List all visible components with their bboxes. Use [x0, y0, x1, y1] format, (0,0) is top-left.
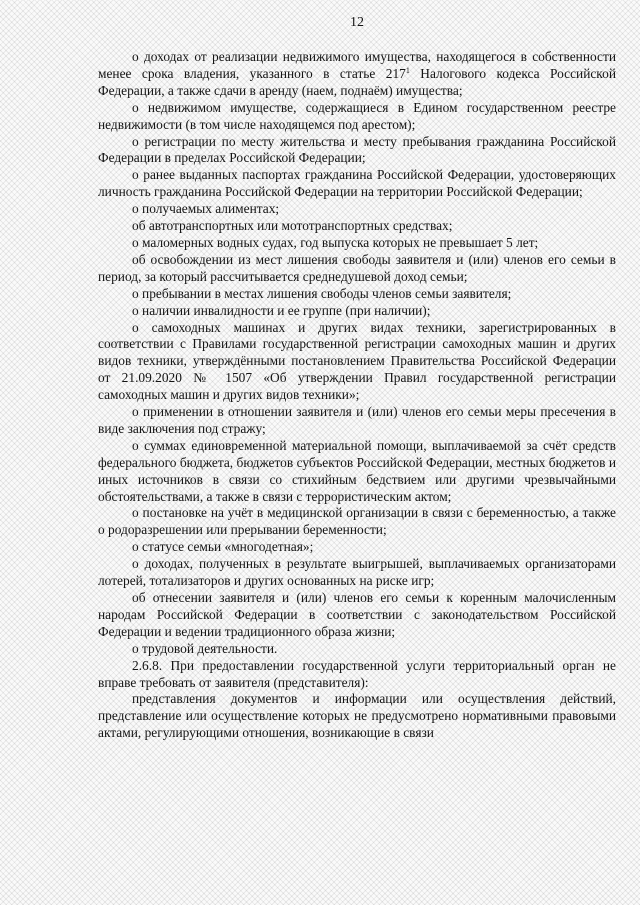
paragraph-large-family-status: о статусе семьи «многодетная»;	[132, 539, 314, 555]
page-number: 12	[350, 15, 364, 30]
paragraph-document-requirements: представления документов и информации или осуществления действий, представление или осуществление которых не предусмотрено нормативными правовыми актами, регулирующими отношения, возникающие в связи	[98, 691, 616, 741]
paragraph-release-from-prison: об освобождении из мест лишения свободы заявителя и (или) членов его семьи в период, за который рассчитывается среднедушевой доход семьи;	[98, 251, 616, 284]
paragraph-indigenous-peoples: об отнесении заявителя и (или) членов его семьи к коренным малочисленным народам Российской Федерации в соответствии с законодательством Российской Федерации и ведении традиционного образа жизни;	[98, 590, 616, 639]
paragraph-pregnancy-registration: о постановке на учёт в медицинской организации в связи с беременностью, а также о родоразрешении или прерывании беременности;	[98, 505, 616, 538]
paragraph-lottery-winnings: о доходах, полученных в результате выигрышей, выплачиваемых организаторами лотерей, тотализаторов и других основанных на риске игр;	[98, 556, 616, 589]
paragraph-real-estate-registry: о недвижимом имуществе, содержащиеся в Едином государственном реестре недвижимости (в том числе находящемся под арестом);	[98, 99, 616, 132]
paragraph-detention: о применении в отношении заявителя и (или) членов его семьи меры пресечения в виде заключения под стражу;	[98, 404, 616, 436]
paragraph-registration-residence: о регистрации по месту жительства и месту пребывания гражданина Российской Федерации в пределах Российской Федерации;	[98, 133, 616, 166]
paragraph-section-2-6-8: 2.6.8. При предоставлении государственной услуги территориальный орган не вправе требовать от заявителя (представителя):	[98, 657, 616, 690]
paragraph-text: о доходах от реализации недвижимого имущества, находящегося в собственности менее срока владения, указанного в статье 217	[98, 49, 616, 81]
footnote-superscript: 1	[405, 65, 410, 75]
paragraph-stay-in-prison: о пребывании в местах лишения свободы членов семьи заявителя;	[132, 285, 512, 301]
document-body	[98, 49, 616, 742]
paragraph-self-propelled-machines: о самоходных машинах и других видах техники, зарегистрированных в соответствии с Правилами государственной регистрации самоходных машин и других видов техники, утверждёнными постановлением Правительства Российской Федерации от 21.09.2020 № 1507 «Об утверждении Правил государственной регистрации самоходных машин и других видов техники»;	[98, 319, 616, 403]
paragraph-previous-passports: о ранее выданных паспортах гражданина Российской Федерации, удостоверяющих личность гражданина Российской Федерации на территории Российской Федерации;	[98, 167, 616, 200]
paragraph-alimony: о получаемых алиментах;	[132, 201, 280, 217]
paragraph-income-real-estate-sale	[98, 49, 616, 100]
paragraph-financial-aid: о суммах единовременной материальной помощи, выплачиваемой за счёт средств федерального бюджета, бюджетов субъектов Российской Федерации, местных бюджетов и иных источников в связи со стихийным бедствием или другими чрезвычайными обстоятельствами, а также в связи с террористическим актом;	[98, 437, 616, 504]
paragraph-disability: о наличии инвалидности и ее группе (при наличии);	[132, 302, 431, 318]
paragraph-small-boats: о маломерных водных судах, год выпуска которых не превышает 5 лет;	[132, 234, 539, 250]
paragraph-vehicles: об автотранспортных или мототранспортных средствах;	[132, 218, 453, 234]
paragraph-employment: о трудовой деятельности.	[132, 640, 278, 656]
paragraph-text-tail: Налогового кодекса Российской Федерации, а также сдачи в аренду (наем, поднаём) имущества;	[98, 65, 616, 98]
